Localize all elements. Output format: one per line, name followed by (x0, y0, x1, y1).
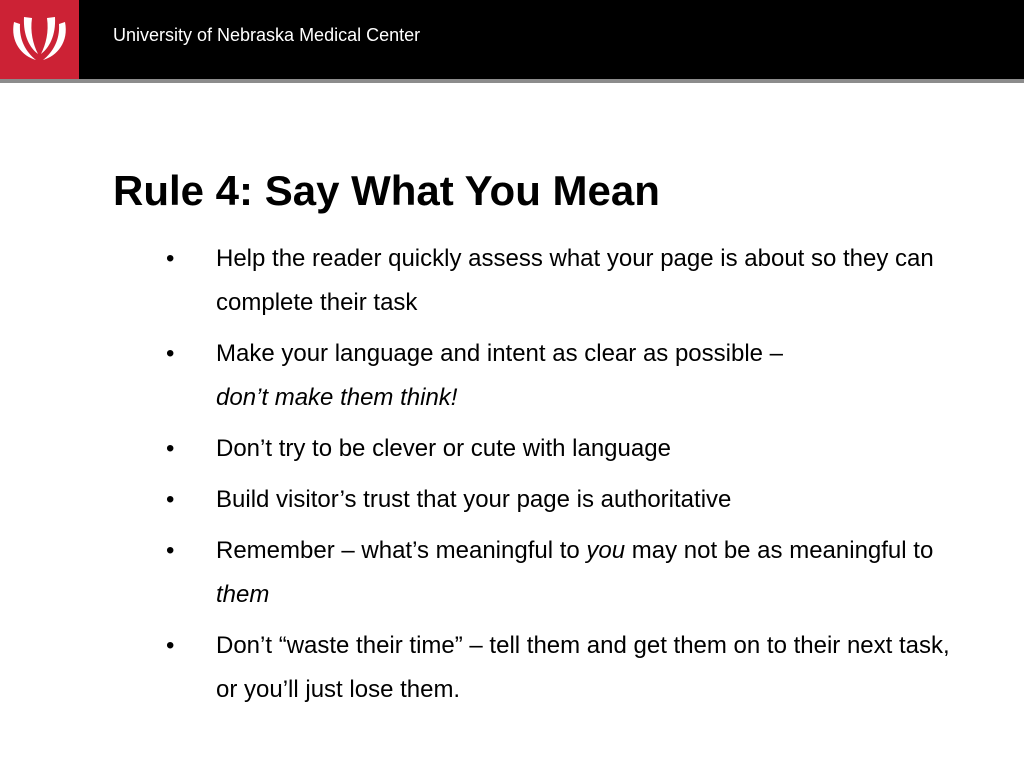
unmc-logo-icon (0, 0, 79, 79)
bullet-item (166, 624, 966, 712)
bullet-marker: • (166, 435, 175, 462)
bullet-emphasis: don’t make them think! (216, 384, 458, 411)
bullet-list (166, 237, 966, 719)
bullet-text: Make your language and intent as clear as possible – (216, 340, 784, 367)
bullet-text: Don’t try to be clever or cute with language (216, 435, 671, 462)
header-divider (0, 79, 1024, 83)
slide-title: Rule 4: Say What You Mean (113, 167, 660, 214)
bullet-emphasis: them (216, 581, 270, 608)
bullet-item (166, 478, 966, 522)
bullet-item (166, 237, 966, 325)
bullet-item (166, 427, 966, 471)
org-name: University of Nebraska Medical Center (113, 25, 421, 45)
bullet-marker: • (166, 486, 175, 513)
bullet-item (166, 529, 966, 617)
bullet-marker: • (166, 537, 175, 564)
bullet-marker: • (166, 340, 175, 367)
header-bar (0, 0, 1024, 79)
bullet-marker: • (166, 632, 175, 659)
bullet-text: Help the reader quickly assess what your page is about so they can complete their task (216, 245, 934, 316)
bullet-text: Don’t “waste their time” – tell them and get them on to their next task, or you’ll just lose them. (216, 632, 950, 703)
bullet-text: Remember – what’s meaningful to (216, 537, 587, 564)
unmc-logo-mark (0, 0, 79, 79)
bullet-marker: • (166, 245, 175, 272)
bullet-text: may not be as meaningful to (625, 537, 934, 564)
bullet-emphasis: you (586, 537, 626, 564)
bullet-item (166, 332, 966, 420)
bullet-text: Build visitor’s trust that your page is authoritative (216, 486, 732, 513)
